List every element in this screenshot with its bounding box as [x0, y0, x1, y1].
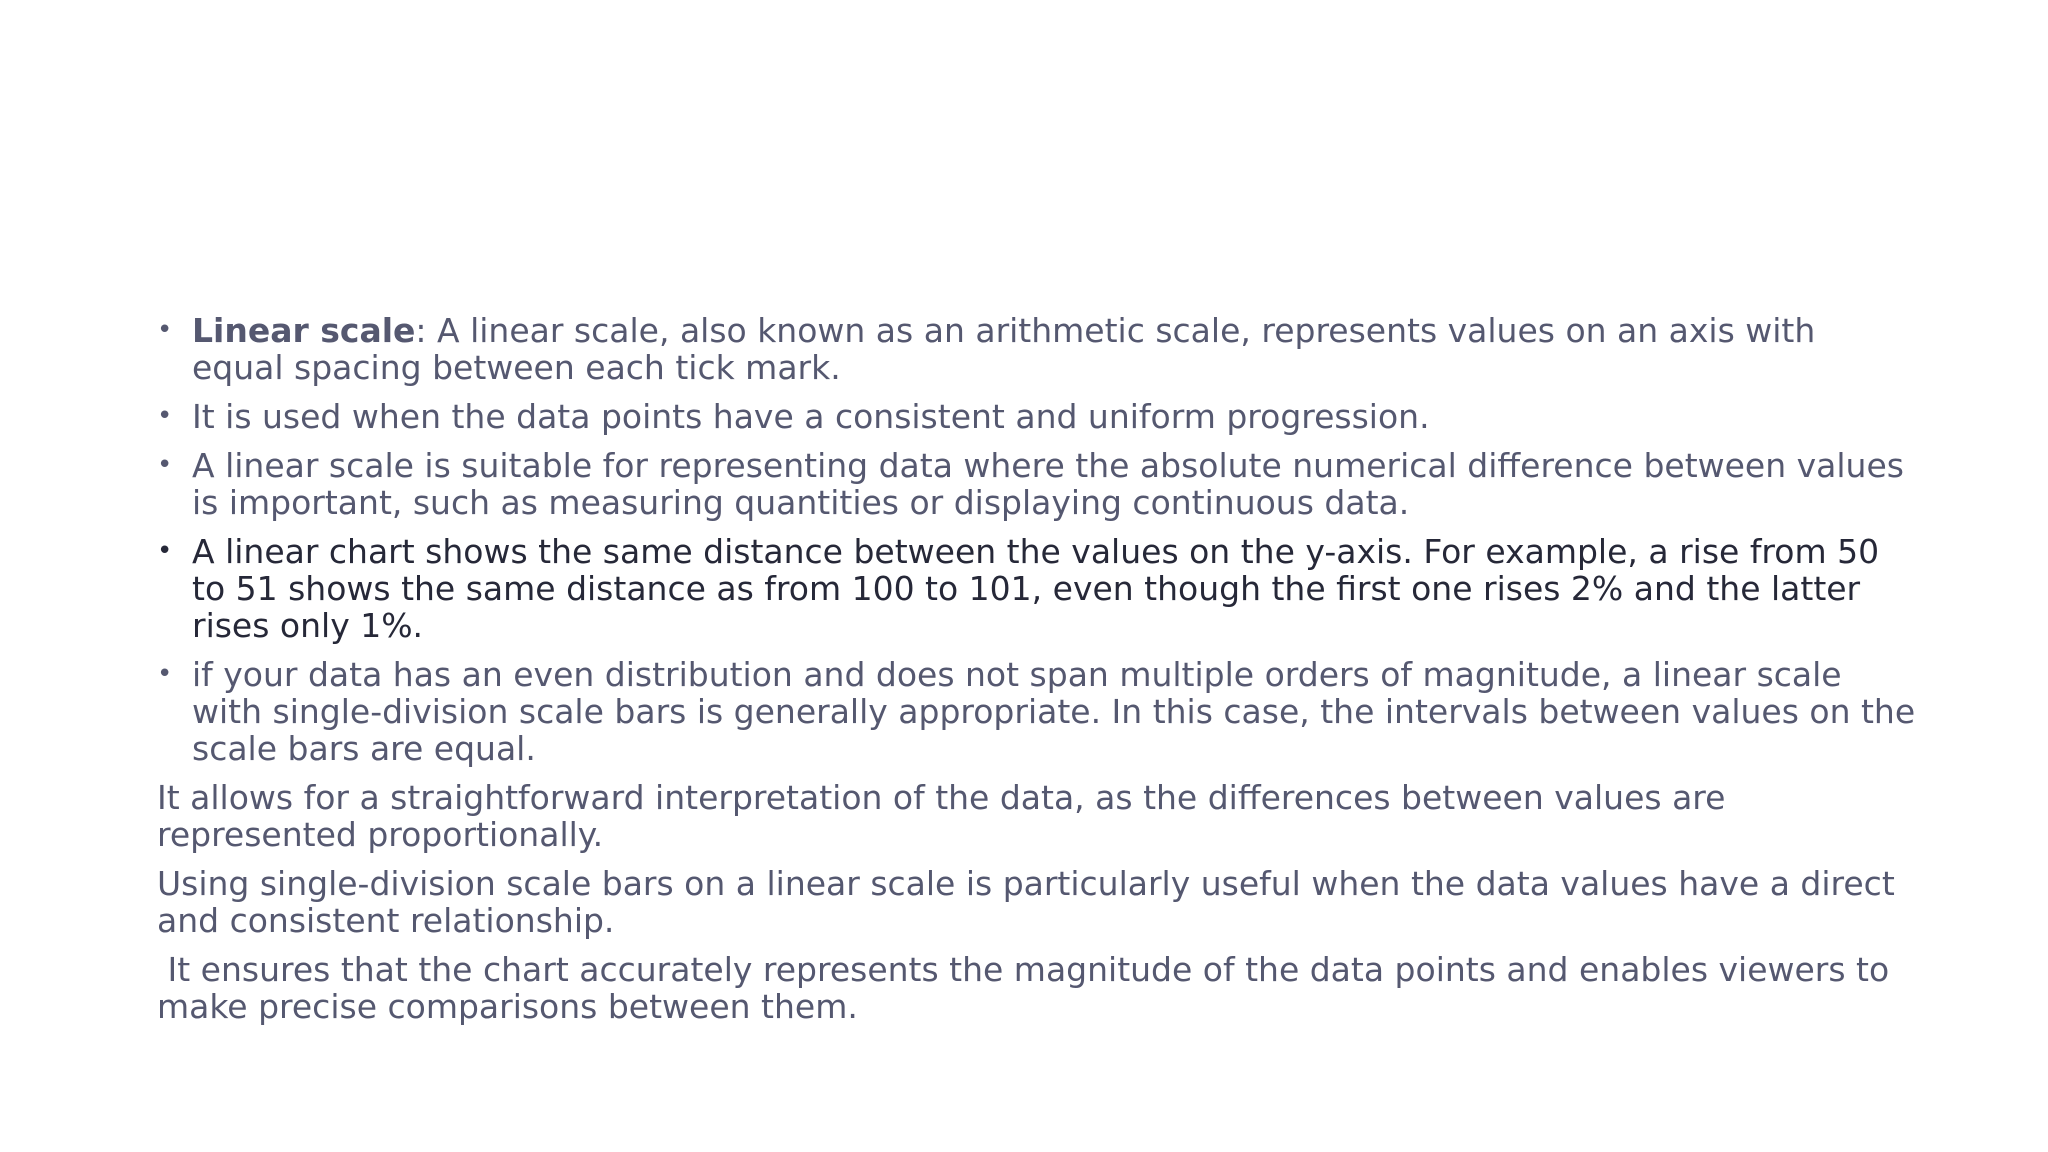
bullet-item-linear-scale: [157, 312, 1917, 386]
bullet-item-even-distribution: [157, 656, 1917, 767]
bullet-text: A linear chart shows the same distance between the values on the y-axis. For example, a rise from 50 to 51 shows the same distance as from 100 to 101, even though the first one rises 2% and the latter rises only 1%.: [192, 532, 1880, 645]
paragraph-single-division: Using single-division scale bars on a linear scale is particularly useful when the data values have a direct and consistent relationship.: [157, 864, 1895, 940]
slide-body: [157, 312, 1917, 1037]
bullet-item-absolute-difference: [157, 447, 1917, 521]
bullet-list: [157, 312, 1917, 767]
bullet-text: It is used when the data points have a consistent and uniform progression.: [192, 397, 1430, 436]
bullet-dot-icon: •: [157, 536, 173, 566]
bullet-term: Linear scale: [192, 311, 416, 350]
bullet-text: if your data has an even distribution and does not span multiple orders of magnitude, a linear scale with single-division scale bars is generally appropriate. In this case, the intervals between values on the scale bars are equal.: [192, 655, 1916, 768]
bullet-dot-icon: •: [157, 315, 173, 345]
paragraph-accuracy: It ensures that the chart accurately represents the magnitude of the data points and enables viewers to make precise comparisons between them.: [157, 950, 1900, 1026]
paragraph-interpretation: It allows for a straightforward interpretation of the data, as the differences between values are represented proportionally.: [157, 778, 1726, 854]
bullet-dot-icon: •: [157, 659, 173, 689]
bullet-item-uniform-progression: [157, 398, 1917, 435]
bullet-item-linear-chart-example: [157, 533, 1917, 644]
bullet-dot-icon: •: [157, 450, 173, 480]
bullet-dot-icon: •: [157, 401, 173, 431]
bullet-text: A linear scale is suitable for representing data where the absolute numerical difference between values is important, such as measuring quantities or displaying continuous data.: [192, 446, 1904, 522]
bullet-text: : A linear scale, also known as an arithmetic scale, represents values on an axis with equal spacing between each tick mark.: [192, 311, 1816, 387]
